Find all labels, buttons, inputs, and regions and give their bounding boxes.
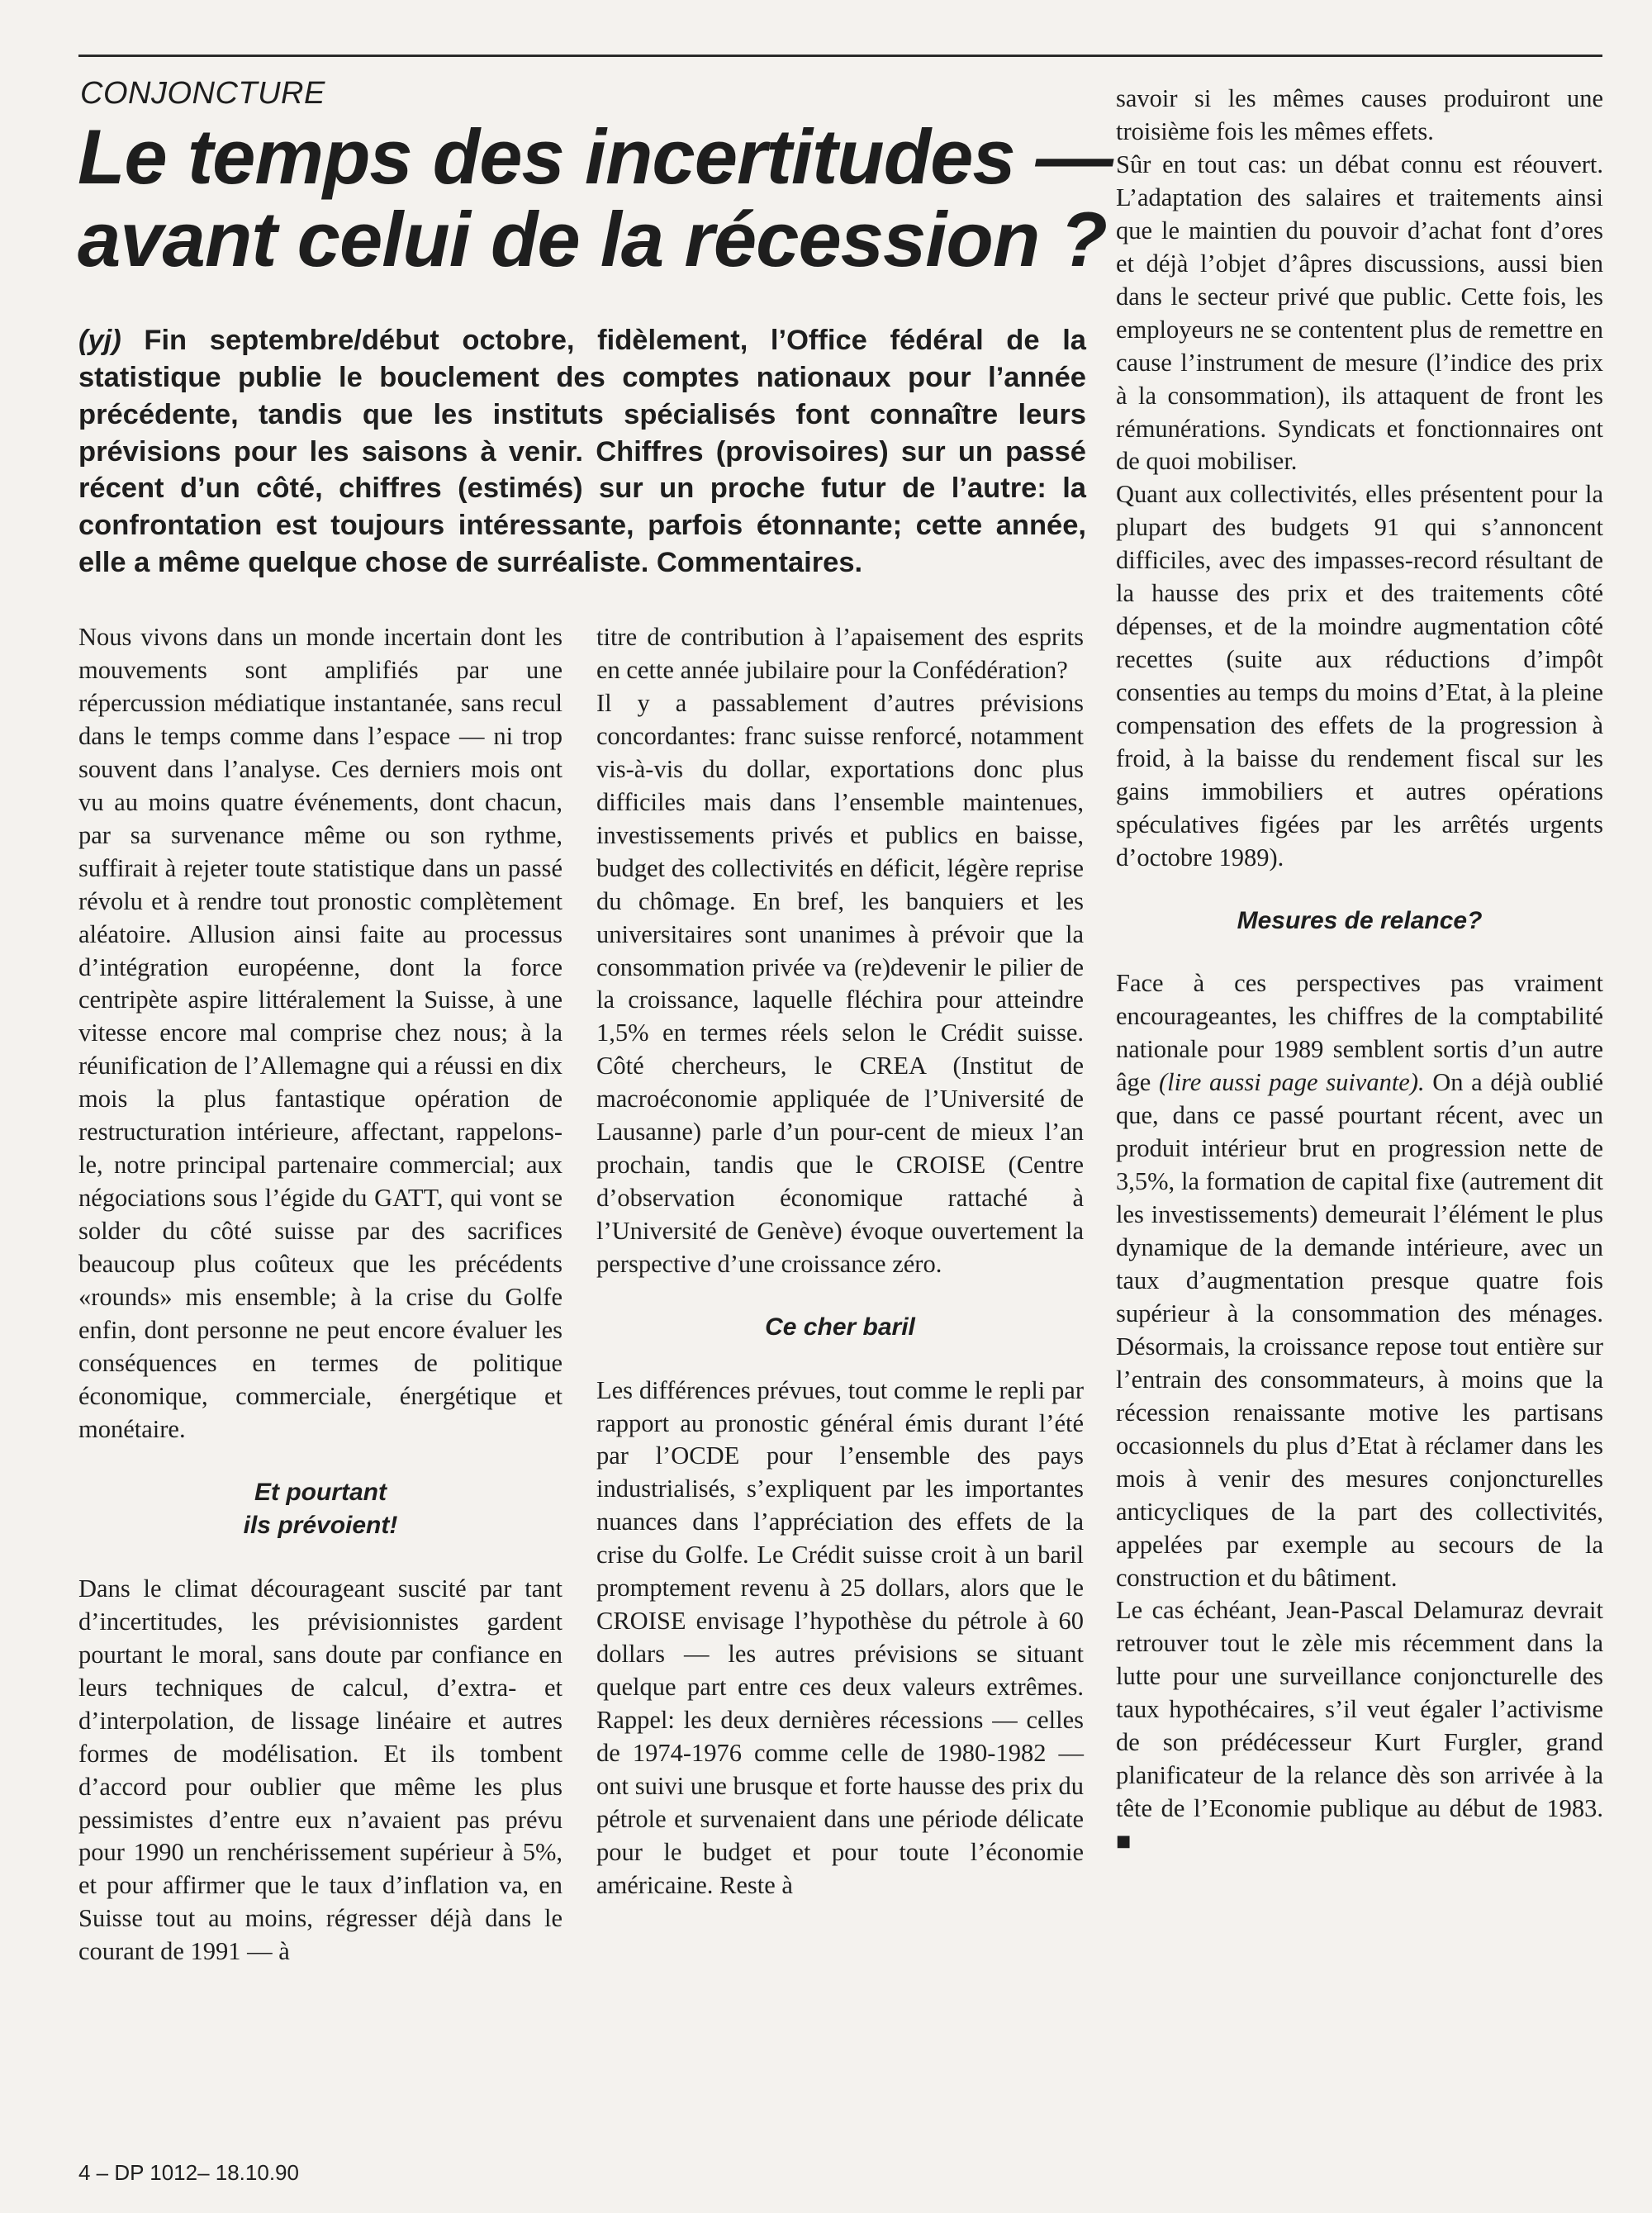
paragraph-text: Face à ces perspectives pas vraiment encourageantes, les chiffres de la comptabilité nationale pour 1989 semblent sortis d’un autre âge <box>1116 969 1603 1097</box>
paragraph: Quant aux collectivités, elles présentent pour la plupart des budgets 91 qui s’annoncent difficiles, avec des impasses-record résultant de la hausse des prix et des traitements côté dépenses, et de la moindre augmentation côté recettes (suite aux réductions d’impôt consenties au temps du moins d’Etat, à la pleine compensation des effets de la progression à froid, à la baisse du rendement fiscal sur les gains immobiliers et autres opérations spéculatives figées par les arrêtés urgents d’octobre 1989). <box>1116 480 1603 871</box>
lead-text: Fin septembre/début octobre, fidèlement, l’Office fédéral de la statistique publie le bouclement des comptes nationaux pour l’année précédente, tandis que les instituts spécialisés font connaître leurs prévisions pour les saisons à venir. Chiffres (provisoires) sur un passé récent d’un côté, chiffres (estimés) sur un proche futur de l’autre: la confrontation est toujours intéressante, parfois étonnante; cette année, elle a même quelque chose de surréaliste. Commentaires. <box>78 325 1086 579</box>
column-2 <box>596 621 1084 1902</box>
title-line-1: Le temps des incertitudes — <box>78 113 1113 200</box>
paragraph: Le cas échéant, Jean-Pascal Delamuraz devrait retrouver tout le zèle mis récemment dans la lutte pour une surveillance conjoncturelle des taux hypothécaires, s’il veut égaler l’activisme de son prédécesseur Kurt Furgler, grand planificateur de la relance dès son arrivée à la tête de l’Economie publique au début de 1983. ■ <box>1116 1596 1603 1856</box>
paragraph <box>1116 967 1603 1594</box>
top-rule <box>78 55 1602 57</box>
subheading: Mesures de relance? <box>1237 906 1483 934</box>
paragraph: Dans le climat décourageant suscité par tant d’incertitudes, les prévisionnistes gardent pourtant le moral, sans doute par confiance en leurs techniques de calcul, d’extra- et d’interpolation, de lissage linéaire et autres formes de modélisation. Et ils tombent d’accord pour oublier que même les plus pessimistes d’entre eux n’avaient pas prévu pour 1990 un renchérissement supérieur à 5%, et pour affirmer que le taux d’inflation va, en Suisse tout au moins, régresser déjà dans le courant de 1991 — à <box>78 1574 563 1966</box>
subheading-line: ils prévoient! <box>243 1512 398 1540</box>
paragraph: savoir si les mêmes causes produiront une troisième fois les mêmes effets. <box>1116 84 1603 145</box>
paragraph: Nous vivons dans un monde incertain dont les mouvements sont amplifiés par une répercussion médiatique instantanée, sans recul dans le temps comme dans l’espace — ni trop souvent dans l’analyse. Ces derniers mois ont vu au moins quatre événements, dont chacun, par sa survenance même ou son rythme, suffirait à rejeter toute statistique dans un passé révolu et à rendre tout pronostic complètement aléatoire. Allusion ainsi faite au processus d’intégration européenne, dont la force centripète aspire littéralement la Suisse, à une vitesse encore mal comprise chez nous; à la réunification de l’Allemagne qui a réussi en dix mois la plus fantastique opération de restructuration intérieure, affectant, rappelons-le, notre principal partenaire commercial; aux négociations sous l’égide du GATT, qui vont se solder du côté suisse par des sacrifices beaucoup plus coûteux que les précédents «rounds» mis ensemble; à la crise du Golfe enfin, dont personne ne peut encore évaluer les conséquences en termes de politique économique, commerciale, énergétique et monétaire. <box>78 623 563 1443</box>
column-3 <box>1116 83 1603 1859</box>
section-rubric: CONJONCTURE <box>80 76 325 111</box>
article-title <box>78 113 1113 283</box>
title-line-2: avant celui de la récession ? <box>78 195 1107 283</box>
column-1 <box>78 621 563 1968</box>
paragraph: titre de contribution à l’apaisement des esprits en cette année jubilaire pour la Confédération? <box>596 623 1084 684</box>
paragraph: Les différences prévues, tout comme le repli par rapport au pronostic général émis durant l’été par l’OCDE pour l’ensemble des pays industrialisés, s’expliquent par les importantes nuances dans l’appréciation des effets de la crise du Golfe. Le Crédit suisse croit à un baril promptement revenu à 25 dollars, alors que le CROISE envisage l’hypothèse du pétrole à 60 dollars — les autres prévisions se situant quelque part entre ces deux valeurs extrêmes. Rappel: les deux dernières récessions — celles de 1974-1976 comme celle de 1980-1982 — ont suivi une brusque et forte hausse des prix du pétrole et survenaient dans une période délicate pour le budget et pour toute l’économie américaine. Reste à <box>596 1375 1084 1899</box>
author-initials: (yj) <box>78 325 121 356</box>
subheading: Ce cher baril <box>765 1313 915 1342</box>
page-footer: 4 – DP 1012– 18.10.90 <box>78 2160 299 2185</box>
paragraph-text: On a déjà oublié que, dans ce passé pourtant récent, avec un produit intérieur brut en progression nette de 3,5%, la formation de capital fixe (autrement dit les investissements) demeurait l’élément le plus dynamique de la demande intérieure, avec un taux d’augmentation presque quatre fois supérieur à la consommation des ménages. Désormais, la croissance repose tout entière sur l’entrain des consommateurs, à moins que la récession renaissante motive les partisans occasionnels du plus d’Etat à réclamer dans les mois à venir des mesures conjoncturelles anticycliques de la part des collectivités, appelées par exemple au secours de la construction et du bâtiment. <box>1116 1068 1603 1592</box>
subheading-line: Et pourtant <box>254 1478 387 1506</box>
page-reference: (lire aussi page suivante). <box>1158 1068 1425 1097</box>
paragraph: Sûr en tout cas: un débat connu est réouvert. L’adaptation des salaires et traitements ainsi que le maintien du pouvoir d’achat font d’ores et déjà l’objet d’âpres discussions, aussi bien dans le secteur privé que public. Cette fois, les employeurs ne se contentent plus de remettre en cause l’instrument de mesure (l’indice des prix à la consommation), ils attaquent de front les rémunérations. Syndicats et fonctionnaires ont de quoi mobiliser. <box>1116 150 1603 476</box>
paragraph: Il y a passablement d’autres prévisions concordantes: franc suisse renforcé, notamment vis-à-vis du dollar, exportations donc plus difficiles mais dans l’ensemble maintenues, investissements privés et publics en baisse, budget des collectivités en déficit, légère reprise du chômage. En bref, les banquiers et les universitaires sont unanimes à prévoir que la consommation privée va (re)devenir le pilier de la croissance, laquelle fléchira pour atteindre 1,5% en termes réels selon le Crédit suisse. Côté chercheurs, le CREA (Institut de macroéconomie appliquée de l’Université de Lausanne) parle d’un pour-cent de mieux l’an prochain, tandis que le CROISE (Centre d’observation économique rattaché à l’Université de Genève) évoque ouvertement la perspective d’une croissance zéro. <box>596 688 1084 1279</box>
subheading <box>78 1476 563 1543</box>
article-lead <box>78 322 1086 582</box>
